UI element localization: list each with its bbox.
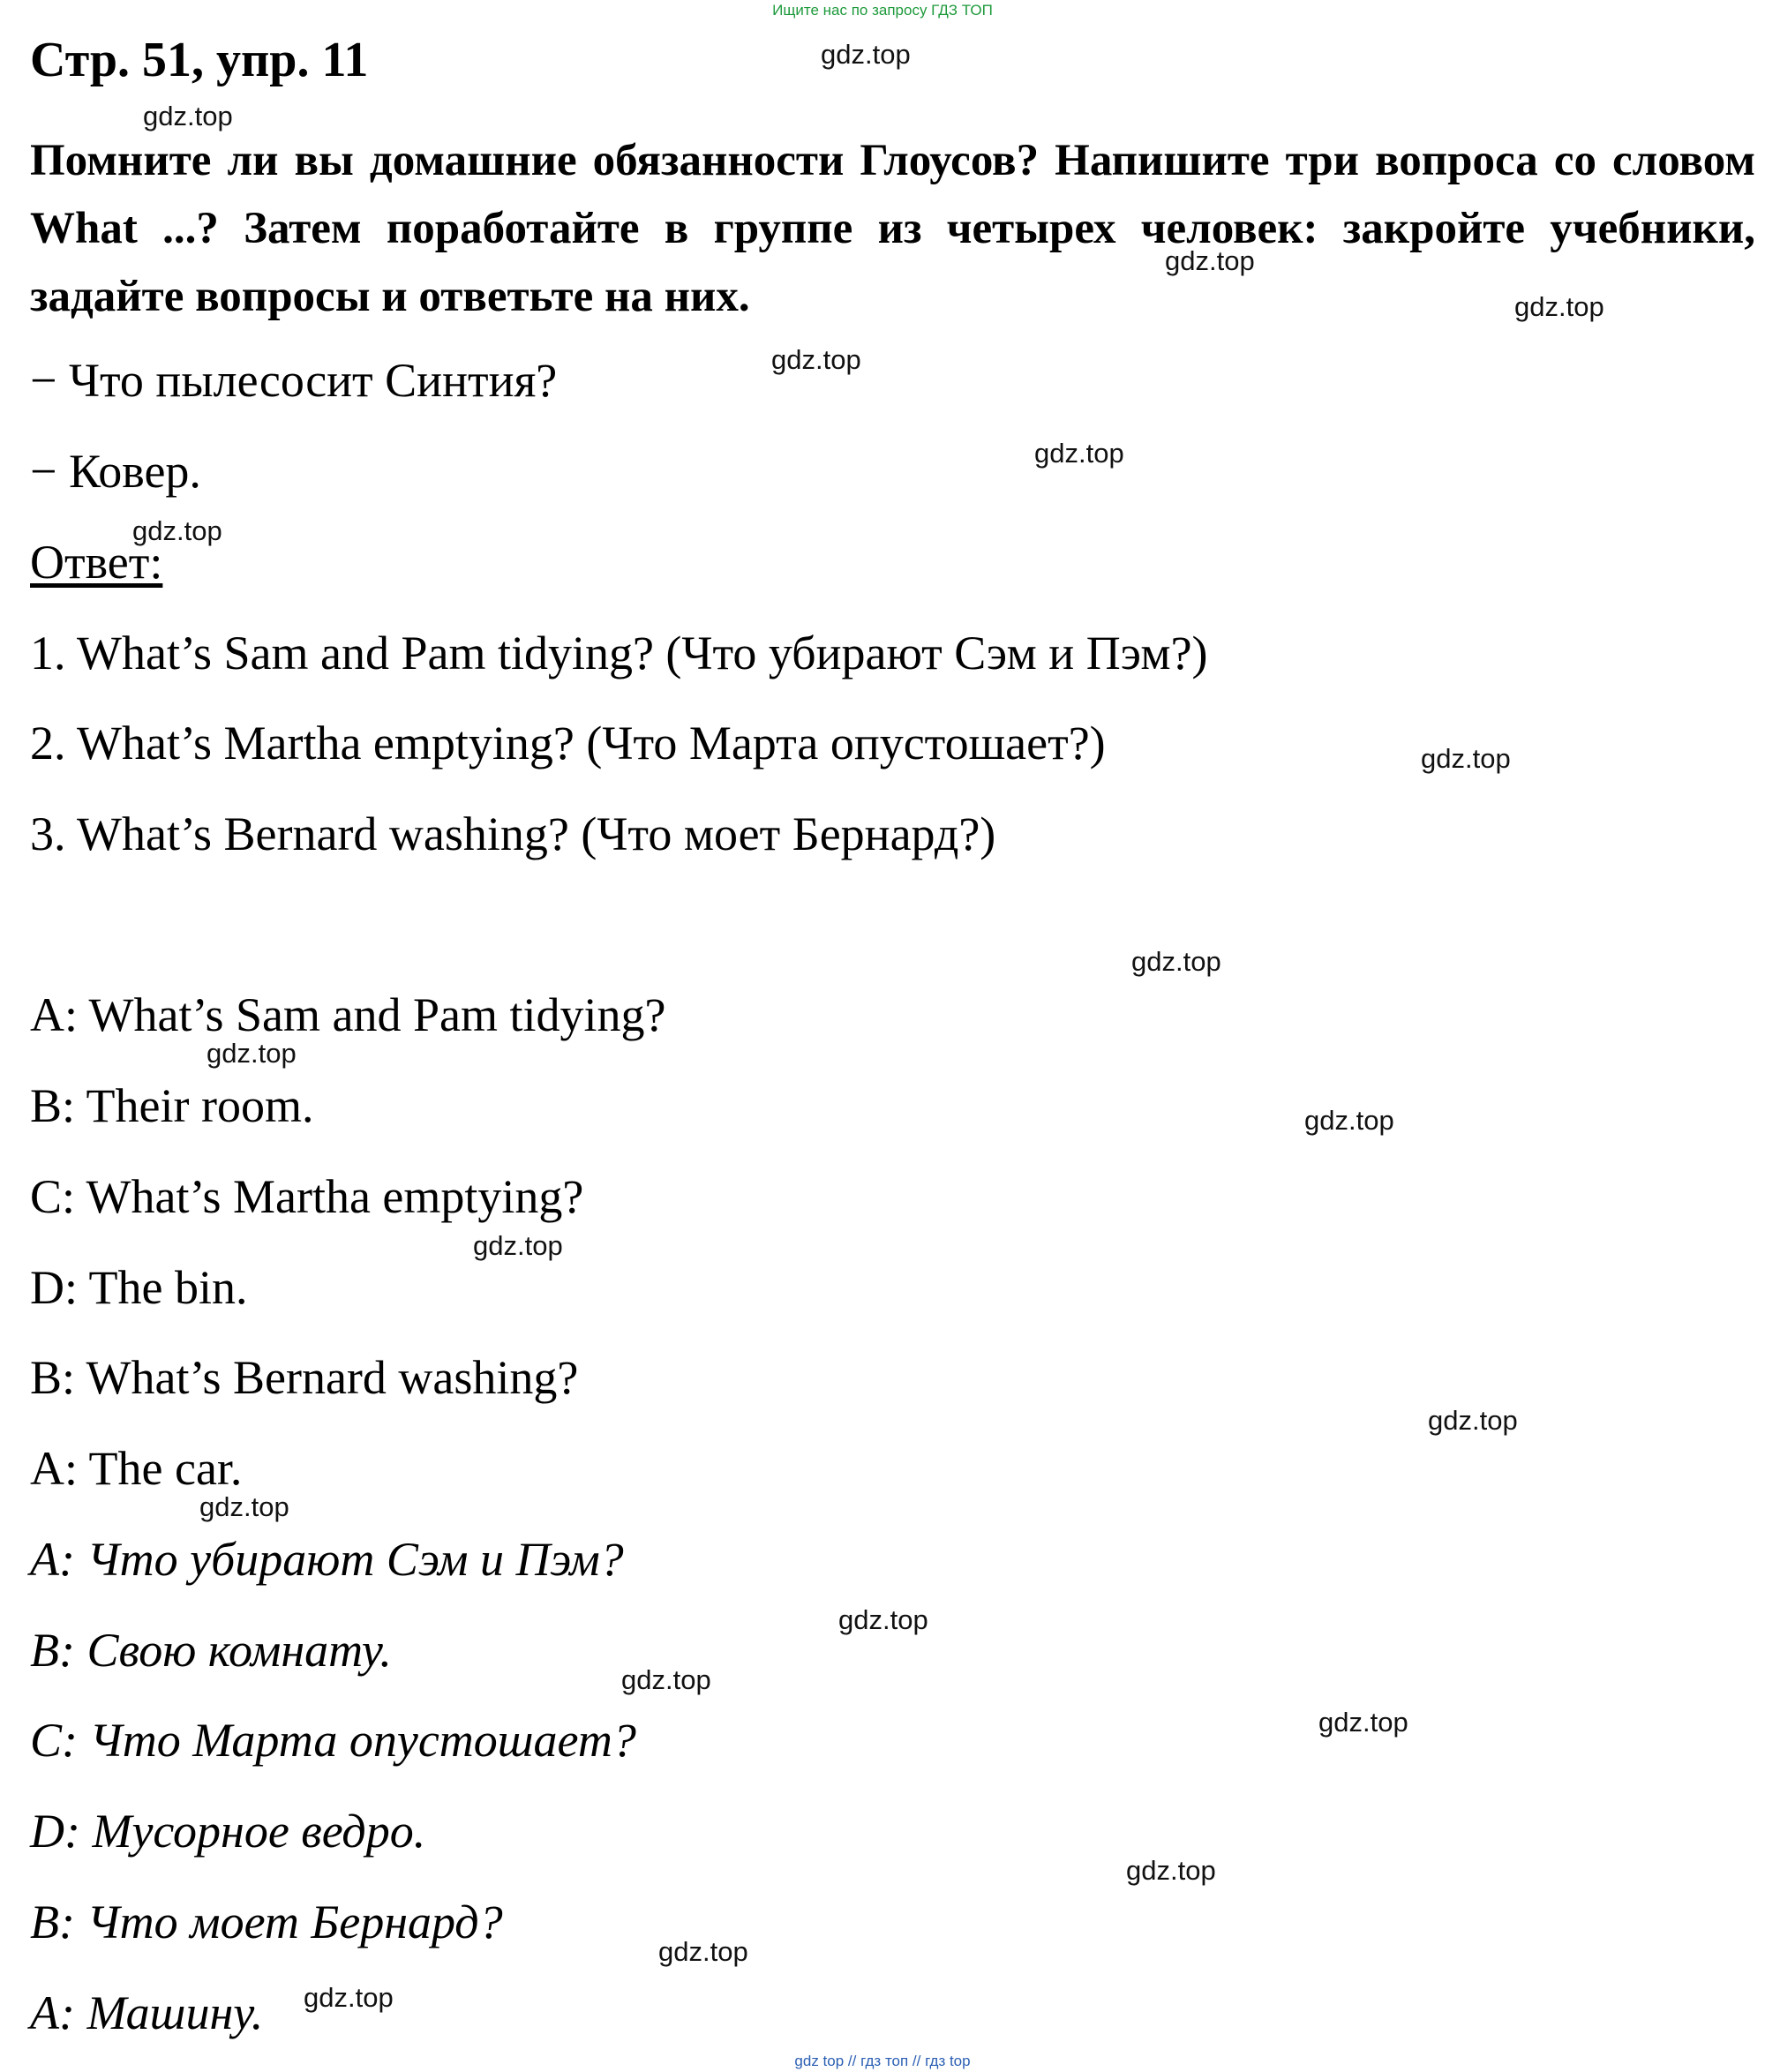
watermark: gdz.top: [304, 1982, 394, 2013]
watermark: gdz.top: [1131, 946, 1221, 977]
watermark: gdz.top: [1421, 743, 1511, 774]
dialogue-en-line-4: D: The bin.: [30, 1261, 248, 1314]
page-title: Стр. 51, упр. 11: [30, 33, 369, 87]
footer-links[interactable]: gdz top // гдз топ // гдз top: [794, 2053, 971, 2069]
watermark: gdz.top: [207, 1038, 297, 1069]
dialogue-ru-line-4: D: Мусорное ведро.: [30, 1805, 426, 1858]
watermark: gdz.top: [821, 39, 911, 70]
watermark: gdz.top: [473, 1230, 563, 1261]
watermark: gdz.top: [132, 515, 222, 546]
numbered-question-1: 1. What’s Sam and Pam tidying? (Что убирают Сэм и Пэм?): [30, 627, 1208, 679]
dialogue-ru-line-2: B: Свою комнату.: [30, 1624, 392, 1677]
dialogue-en-line-6: A: The car.: [30, 1442, 243, 1495]
watermark: gdz.top: [838, 1604, 928, 1635]
watermark: gdz.top: [621, 1664, 711, 1695]
numbered-question-2: 2. What’s Martha emptying? (Что Марта опустошает?): [30, 717, 1106, 769]
dialogue-en-line-2: B: Their room.: [30, 1079, 314, 1132]
dialogue-ru-line-3: C: Что Марта опустошает?: [30, 1714, 636, 1767]
watermark: gdz.top: [1165, 245, 1255, 276]
dialogue-ru-line-6: A: Машину.: [30, 1986, 264, 2039]
top-banner[interactable]: Ищите нас по запросу ГДЗ ТОП: [772, 2, 993, 19]
dialogue-en-line-3: C: What’s Martha emptying?: [30, 1170, 584, 1223]
watermark: gdz.top: [1318, 1707, 1408, 1738]
watermark: gdz.top: [199, 1491, 289, 1522]
answer-label: Ответ:: [30, 536, 163, 589]
example-question: − Что пылесосит Синтия?: [30, 354, 558, 407]
dialogue-en-line-5: B: What’s Bernard washing?: [30, 1351, 579, 1404]
watermark: gdz.top: [1428, 1405, 1518, 1436]
watermark: gdz.top: [1514, 291, 1604, 322]
example-answer: − Ковер.: [30, 445, 201, 498]
numbered-question-3: 3. What’s Bernard washing? (Что моет Бернард?): [30, 807, 996, 860]
dialogue-ru-line-5: B: Что моет Бернард?: [30, 1896, 503, 1948]
watermark: gdz.top: [143, 101, 233, 131]
dialogue-ru-line-1: A: Что убирают Сэм и Пэм?: [30, 1533, 624, 1586]
watermark: gdz.top: [1304, 1105, 1394, 1136]
watermark: gdz.top: [771, 344, 861, 375]
exercise-instruction: Помните ли вы домашние обязанности Глоусов? Напишите три вопроса со словом What ...? Затем поработайте в группе из четырех человек: закройте учебники, задайте вопросы и ответьте на них.: [30, 136, 1755, 321]
watermark: gdz.top: [1126, 1855, 1216, 1886]
watermark: gdz.top: [658, 1936, 748, 1967]
dialogue-en-line-1: A: What’s Sam and Pam tidying?: [30, 988, 666, 1041]
watermark: gdz.top: [1034, 438, 1124, 469]
